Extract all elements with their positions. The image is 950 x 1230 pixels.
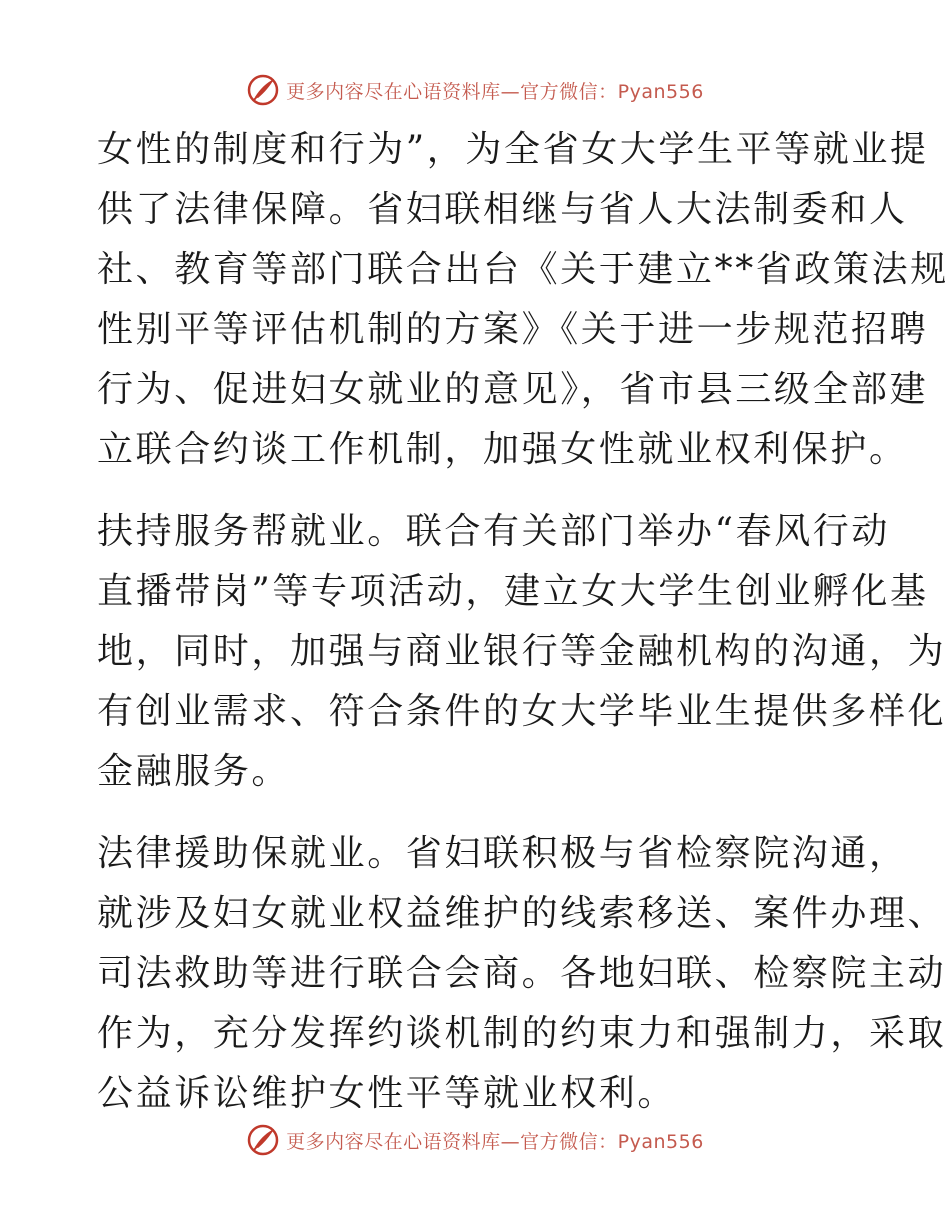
header-banner xyxy=(0,70,950,110)
text-line: 地，同时，加强与商业银行等金融机构的沟通，为 xyxy=(97,631,947,672)
text-line: 直播带岗”等专项活动，建立女大学生创业孵化基 xyxy=(97,571,929,612)
paragraph-service-support xyxy=(97,502,947,802)
paragraph-legal-guarantee xyxy=(97,120,949,480)
text-line: 金融服务。 xyxy=(97,751,291,792)
document-body xyxy=(97,120,949,1146)
banner-text: 更多内容尽在心语资料库—官方微信：Pyan556 xyxy=(286,1130,704,1153)
text-line: 社、教育等部门联合出台《关于建立**省政策法规 xyxy=(97,249,949,290)
paragraph-legal-aid xyxy=(97,824,947,1124)
text-line: 性别平等评估机制的方案》《关于进一步规范招聘 xyxy=(97,309,929,350)
footer-banner xyxy=(0,1120,950,1160)
text-line: 司法救助等进行联合会商。各地妇联、检察院主动 xyxy=(97,953,947,994)
quill-logo-icon xyxy=(246,1123,280,1157)
text-line: 扶持服务帮就业。联合有关部门举办“春风行动 xyxy=(97,511,891,552)
text-line: 就涉及妇女就业权益维护的线索移送、案件办理、 xyxy=(97,893,947,934)
text-line: 作为，充分发挥约谈机制的约束力和强制力，采取 xyxy=(97,1013,947,1054)
text-line: 公益诉讼维护女性平等就业权利。 xyxy=(97,1073,677,1114)
banner-text: 更多内容尽在心语资料库—官方微信：Pyan556 xyxy=(286,80,704,103)
text-line: 供了法律保障。省妇联相继与省人大法制委和人 xyxy=(97,189,908,230)
text-line: 法律援助保就业。省妇联积极与省检察院沟通， xyxy=(97,833,908,874)
text-line: 立联合约谈工作机制，加强女性就业权利保护。 xyxy=(97,429,908,470)
text-line: 女性的制度和行为”，为全省女大学生平等就业提 xyxy=(97,129,929,170)
text-line: 行为、促进妇女就业的意见》，省市县三级全部建 xyxy=(97,369,929,410)
quill-logo-icon xyxy=(246,73,280,107)
text-line: 有创业需求、符合条件的女大学毕业生提供多样化 xyxy=(97,691,947,732)
